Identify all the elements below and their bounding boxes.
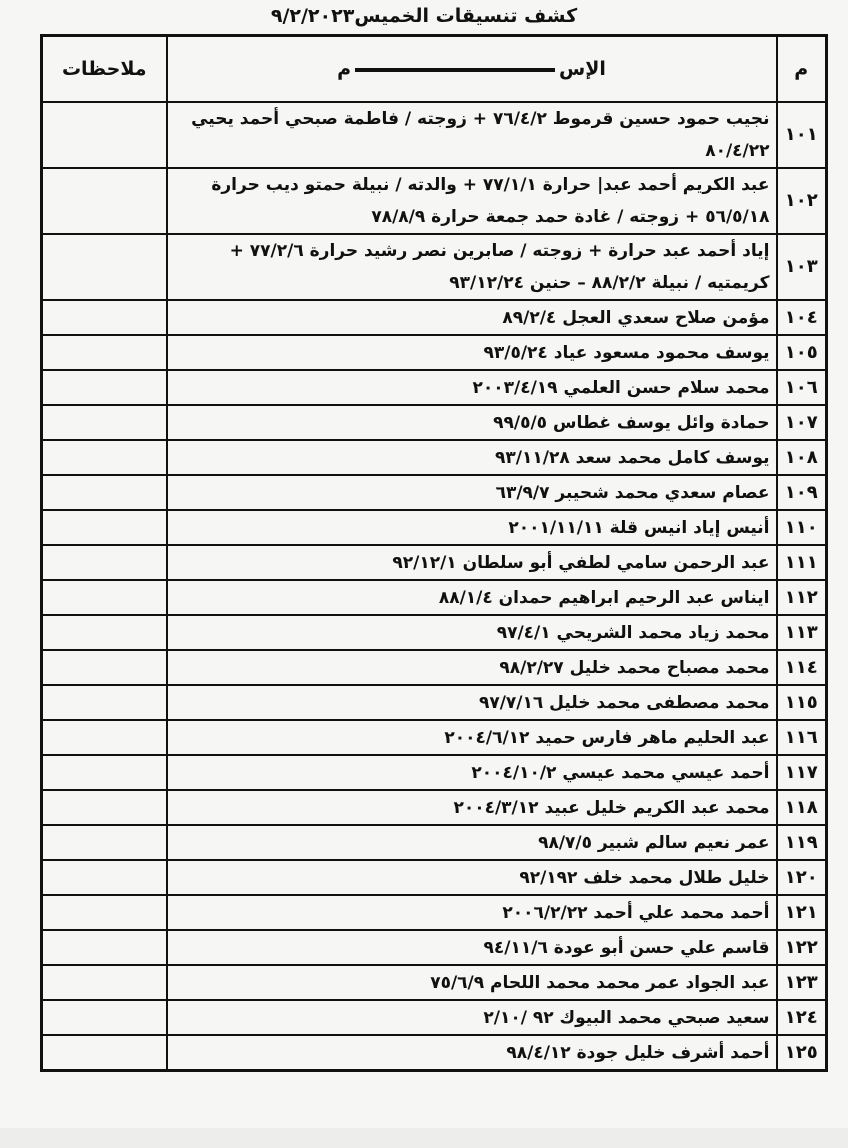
row-name: ايناس عبد الرحيم ابراهيم حمدان ٨٨/١/٤ xyxy=(167,580,777,615)
row-number: ١١٦ xyxy=(777,720,827,755)
table-row xyxy=(42,300,827,335)
row-number: ١١٥ xyxy=(777,685,827,720)
row-notes xyxy=(42,825,167,860)
table-row xyxy=(42,580,827,615)
row-notes xyxy=(42,168,167,234)
row-notes xyxy=(42,545,167,580)
row-name: مؤمن صلاح سعدي العجل ٨٩/٢/٤ xyxy=(167,300,777,335)
row-name: سعيد صبحي محمد البيوك ٩٢ /٢/١٠ xyxy=(167,1000,777,1035)
table-row xyxy=(42,168,827,234)
row-notes xyxy=(42,300,167,335)
row-name: إياد أحمد عبد حرارة + زوجته / صابرين نصر رشيد حرارة ٧٧/٢/٦ + كريمتيه / نبيلة ٨٨/٢/٢ – حنين ٩٣/١٢/٢٤ xyxy=(167,234,777,300)
row-notes xyxy=(42,930,167,965)
row-notes xyxy=(42,580,167,615)
row-number: ١٠٩ xyxy=(777,475,827,510)
row-name: عصام سعدي محمد شحيبر ٦٣/٩/٧ xyxy=(167,475,777,510)
row-name: محمد سلام حسن العلمي ٢٠٠٣/٤/١٩ xyxy=(167,370,777,405)
header-name-end: م xyxy=(337,58,352,80)
table-row xyxy=(42,234,827,300)
row-name: يوسف محمود مسعود عياد ٩٣/٥/٢٤ xyxy=(167,335,777,370)
table-row xyxy=(42,615,827,650)
page-bottom-edge xyxy=(0,1128,848,1148)
row-number: ١٠٥ xyxy=(777,335,827,370)
row-name: قاسم علي حسن أبو عودة ٩٤/١١/٦ xyxy=(167,930,777,965)
row-number: ١١٠ xyxy=(777,510,827,545)
row-notes xyxy=(42,510,167,545)
table-row xyxy=(42,545,827,580)
sheet-title: كشف تنسيقات الخميس٩/٢/٢٠٢٣ xyxy=(270,5,578,27)
row-number: ١١٧ xyxy=(777,755,827,790)
row-notes xyxy=(42,790,167,825)
table-row xyxy=(42,860,827,895)
row-number: ١٠٢ xyxy=(777,168,827,234)
row-number: ١٠٦ xyxy=(777,370,827,405)
table-row xyxy=(42,475,827,510)
row-notes xyxy=(42,335,167,370)
row-number: ١١٣ xyxy=(777,615,827,650)
row-number: ١٠٨ xyxy=(777,440,827,475)
row-number: ١٠٧ xyxy=(777,405,827,440)
row-name: عبد الحليم ماهر فارس حميد ٢٠٠٤/٦/١٢ xyxy=(167,720,777,755)
row-name: محمد زياد محمد الشريحي ٩٧/٤/١ xyxy=(167,615,777,650)
row-name: أحمد عيسي محمد عيسي ٢٠٠٤/١٠/٢ xyxy=(167,755,777,790)
row-notes xyxy=(42,1000,167,1035)
table-row xyxy=(42,790,827,825)
table-row xyxy=(42,1000,827,1035)
row-number: ١٢٤ xyxy=(777,1000,827,1035)
row-notes xyxy=(42,1035,167,1071)
row-notes xyxy=(42,102,167,168)
row-name: يوسف كامل محمد سعد ٩٣/١١/٢٨ xyxy=(167,440,777,475)
row-notes xyxy=(42,755,167,790)
row-number: ١٢١ xyxy=(777,895,827,930)
row-number: ١١٩ xyxy=(777,825,827,860)
row-name: عبد الرحمن سامي لطفي أبو سلطان ٩٢/١٢/١ xyxy=(167,545,777,580)
row-number: ١٠٣ xyxy=(777,234,827,300)
row-notes xyxy=(42,615,167,650)
header-notes: ملاحظات xyxy=(42,36,167,103)
row-number: ١٢٠ xyxy=(777,860,827,895)
header-row xyxy=(42,36,827,103)
table-row xyxy=(42,685,827,720)
row-number: ١١٢ xyxy=(777,580,827,615)
row-number: ١١٤ xyxy=(777,650,827,685)
row-name: حمادة وائل يوسف غطاس ٩٩/٥/٥ xyxy=(167,405,777,440)
table-row xyxy=(42,335,827,370)
row-number: ١٢٣ xyxy=(777,965,827,1000)
row-name: خليل طلال محمد خلف ٩٢/١٩٢ xyxy=(167,860,777,895)
row-notes xyxy=(42,234,167,300)
row-name: نجيب حمود حسين قرموط ٧٦/٤/٢ + زوجته / فاطمة صبحي أحمد يحيي ٨٠/٤/٢٢ xyxy=(167,102,777,168)
row-name: عمر نعيم سالم شبير ٩٨/٧/٥ xyxy=(167,825,777,860)
table-row xyxy=(42,370,827,405)
row-notes xyxy=(42,440,167,475)
names-table xyxy=(40,34,828,1072)
row-name: محمد عبد الكريم خليل عبيد ٢٠٠٤/٣/١٢ xyxy=(167,790,777,825)
table-row xyxy=(42,650,827,685)
table-row xyxy=(42,930,827,965)
header-number: م xyxy=(777,36,827,103)
row-name: عبد الكريم أحمد عبد| حرارة ٧٧/١/١ + والدته / نبيلة حمتو ديب حرارة ٥٦/٥/١٨ + زوجته / غادة حمد جمعة حرارة ٧٨/٨/٩ xyxy=(167,168,777,234)
row-name: محمد مصطفى محمد خليل ٩٧/٧/١٦ xyxy=(167,685,777,720)
row-number: ١٢٥ xyxy=(777,1035,827,1071)
row-number: ١٠٤ xyxy=(777,300,827,335)
table-row xyxy=(42,102,827,168)
table-row xyxy=(42,440,827,475)
table-row xyxy=(42,720,827,755)
row-number: ١١١ xyxy=(777,545,827,580)
header-name-stretch xyxy=(355,68,555,72)
table-row xyxy=(42,510,827,545)
row-notes xyxy=(42,650,167,685)
row-number: ١٢٢ xyxy=(777,930,827,965)
table-row xyxy=(42,755,827,790)
table-row xyxy=(42,965,827,1000)
row-name: أحمد أشرف خليل جودة ٩٨/٤/١٢ xyxy=(167,1035,777,1071)
table-row xyxy=(42,825,827,860)
table-row xyxy=(42,1035,827,1071)
row-notes xyxy=(42,475,167,510)
row-notes xyxy=(42,685,167,720)
table-row xyxy=(42,405,827,440)
row-notes xyxy=(42,370,167,405)
row-number: ١٠١ xyxy=(777,102,827,168)
row-notes xyxy=(42,895,167,930)
row-number: ١١٨ xyxy=(777,790,827,825)
row-name: أحمد محمد علي أحمد ٢٠٠٦/٢/٢٢ xyxy=(167,895,777,930)
header-name-start: الإس xyxy=(559,58,606,80)
table-row xyxy=(42,895,827,930)
row-name: محمد مصباح محمد خليل ٩٨/٢/٢٧ xyxy=(167,650,777,685)
row-notes xyxy=(42,720,167,755)
row-notes xyxy=(42,405,167,440)
header-name xyxy=(167,36,777,103)
row-name: أنيس إياد انيس قلة ٢٠٠١/١١/١١ xyxy=(167,510,777,545)
row-notes xyxy=(42,860,167,895)
row-notes xyxy=(42,965,167,1000)
row-name: عبد الجواد عمر محمد محمد اللحام ٧٥/٦/٩ xyxy=(167,965,777,1000)
